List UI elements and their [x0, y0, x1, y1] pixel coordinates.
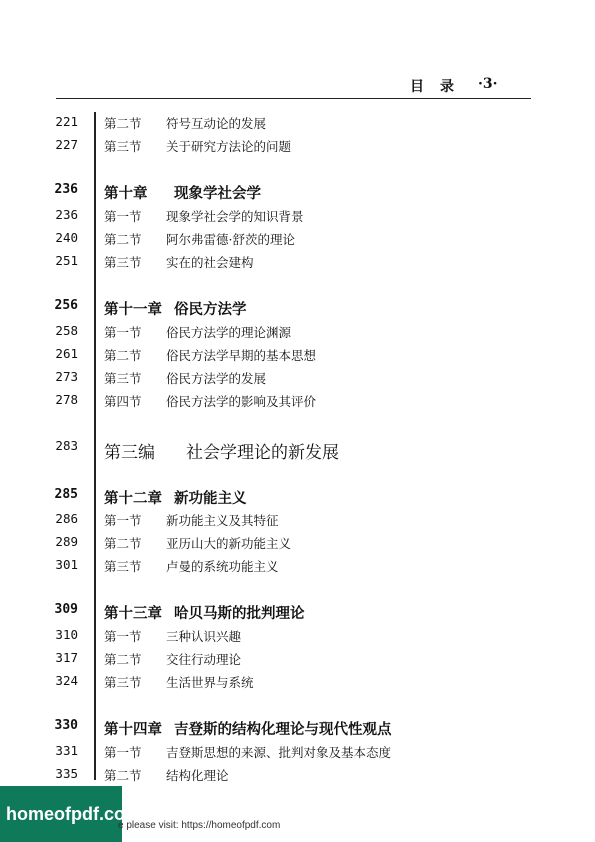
- toc-entry[interactable]: [0, 627, 595, 647]
- entry-label: 第二节: [104, 536, 142, 551]
- entry-label: 第三编: [104, 443, 155, 463]
- toc-part[interactable]: [0, 438, 595, 463]
- toc-entry[interactable]: [0, 673, 595, 693]
- entry-label: 第二节: [104, 348, 142, 363]
- entry-page: 324: [55, 673, 78, 688]
- entry-label: 第三节: [104, 139, 142, 154]
- toc-chapter[interactable]: [0, 182, 595, 202]
- header-rule: [56, 98, 531, 99]
- entry-title: 关于研究方法论的问题: [166, 139, 292, 154]
- entry-page: 301: [55, 557, 78, 572]
- entry-title: 现象学社会学: [174, 185, 261, 202]
- entry-label: 第二节: [104, 116, 142, 131]
- entry-title: 亚历山大的新功能主义: [166, 536, 292, 551]
- toc-entry[interactable]: [0, 207, 595, 227]
- entry-label: 第一节: [104, 629, 142, 644]
- entry-label: 第十四章: [104, 721, 162, 738]
- entry-title: 结构化理论: [166, 768, 229, 783]
- toc-entry[interactable]: [0, 534, 595, 554]
- entry-page: 221: [55, 114, 78, 129]
- entry-label: 第一节: [104, 513, 142, 528]
- toc-chapter[interactable]: [0, 718, 595, 738]
- entry-page: 227: [55, 137, 78, 152]
- entry-title: 俗民方法学早期的基本思想: [166, 348, 317, 363]
- entry-page: 286: [55, 511, 78, 526]
- entry-label: 第二节: [104, 768, 142, 783]
- entry-title: 交往行动理论: [166, 652, 242, 667]
- toc-chapter[interactable]: [0, 487, 595, 507]
- entry-page: 317: [55, 650, 78, 665]
- toc-entry[interactable]: [0, 230, 595, 250]
- header-title: 目录: [410, 79, 470, 95]
- entry-title: 社会学理论的新发展: [186, 443, 339, 463]
- entry-label: 第二节: [104, 652, 142, 667]
- entry-title: 哈贝马斯的批判理论: [174, 605, 305, 622]
- entry-page: 331: [55, 743, 78, 758]
- entry-page: 309: [54, 602, 78, 617]
- entry-page: 289: [55, 534, 78, 549]
- entry-label: 第一节: [104, 209, 142, 224]
- toc-entry[interactable]: [0, 392, 595, 412]
- entry-page: 278: [55, 392, 78, 407]
- entry-title: 吉登斯思想的来源、批判对象及基本态度: [166, 745, 392, 760]
- toc-entry[interactable]: [0, 766, 595, 786]
- toc-entry[interactable]: [0, 323, 595, 343]
- entry-label: 第十章: [104, 185, 148, 202]
- entry-label: 第十一章: [104, 301, 162, 318]
- entry-title: 阿尔弗雷德·舒茨的理论: [166, 232, 295, 247]
- entry-label: 第三节: [104, 255, 142, 270]
- entry-label: 第二节: [104, 232, 142, 247]
- entry-page: 310: [55, 627, 78, 642]
- toc-entry[interactable]: [0, 137, 595, 157]
- watermark-logo-text: homeofpdf.com: [6, 804, 141, 824]
- toc-entry[interactable]: [0, 346, 595, 366]
- watermark-logo[interactable]: [0, 786, 141, 842]
- entry-title: 俗民方法学的发展: [166, 371, 267, 386]
- entry-page: 330: [54, 718, 78, 733]
- entry-title: 三种认识兴趣: [166, 629, 242, 644]
- entry-title: 符号互动论的发展: [166, 116, 267, 131]
- entry-label: 第十二章: [104, 490, 162, 507]
- entry-title: 现象学社会学的知识背景: [166, 209, 304, 224]
- toc-entry[interactable]: [0, 650, 595, 670]
- entry-page: 236: [55, 207, 78, 222]
- entry-title: 生活世界与系统: [166, 675, 254, 690]
- entry-page: 335: [55, 766, 78, 781]
- toc-entry[interactable]: [0, 743, 595, 763]
- entry-page: 258: [55, 323, 78, 338]
- entry-page: 251: [55, 253, 78, 268]
- entry-label: 第十三章: [104, 605, 162, 622]
- toc-entry[interactable]: [0, 253, 595, 273]
- entry-title: 俗民方法学: [174, 301, 247, 318]
- page-number: ·3·: [478, 76, 498, 92]
- toc-entry[interactable]: [0, 369, 595, 389]
- toc-chapter[interactable]: [0, 298, 595, 318]
- toc-entry[interactable]: [0, 557, 595, 577]
- toc-entry[interactable]: [0, 511, 595, 531]
- entry-title: 新功能主义: [174, 490, 247, 507]
- toc-chapter[interactable]: [0, 602, 595, 622]
- entry-label: 第一节: [104, 325, 142, 340]
- entry-page: 283: [55, 438, 78, 453]
- entry-title: 新功能主义及其特征: [166, 513, 279, 528]
- toc-entry[interactable]: [0, 114, 595, 134]
- watermark-text[interactable]: e please visit: https://homeofpdf.com: [118, 820, 281, 831]
- entry-title: 卢曼的系统功能主义: [166, 559, 279, 574]
- entry-label: 第三节: [104, 675, 142, 690]
- entry-page: 256: [54, 298, 78, 313]
- entry-label: 第三节: [104, 371, 142, 386]
- entry-label: 第四节: [104, 394, 142, 409]
- entry-page: 240: [55, 230, 78, 245]
- entry-title: 俗民方法学的理论渊源: [166, 325, 292, 340]
- entry-page: 261: [55, 346, 78, 361]
- entry-title: 吉登斯的结构化理论与现代性观点: [174, 721, 392, 738]
- entry-label: 第三节: [104, 559, 142, 574]
- entry-page: 285: [54, 487, 78, 502]
- entry-title: 俗民方法学的影响及其评价: [166, 394, 317, 409]
- page-header: [0, 70, 595, 98]
- entry-label: 第一节: [104, 745, 142, 760]
- entry-title: 实在的社会建构: [166, 255, 254, 270]
- entry-page: 273: [55, 369, 78, 384]
- entry-page: 236: [54, 182, 78, 197]
